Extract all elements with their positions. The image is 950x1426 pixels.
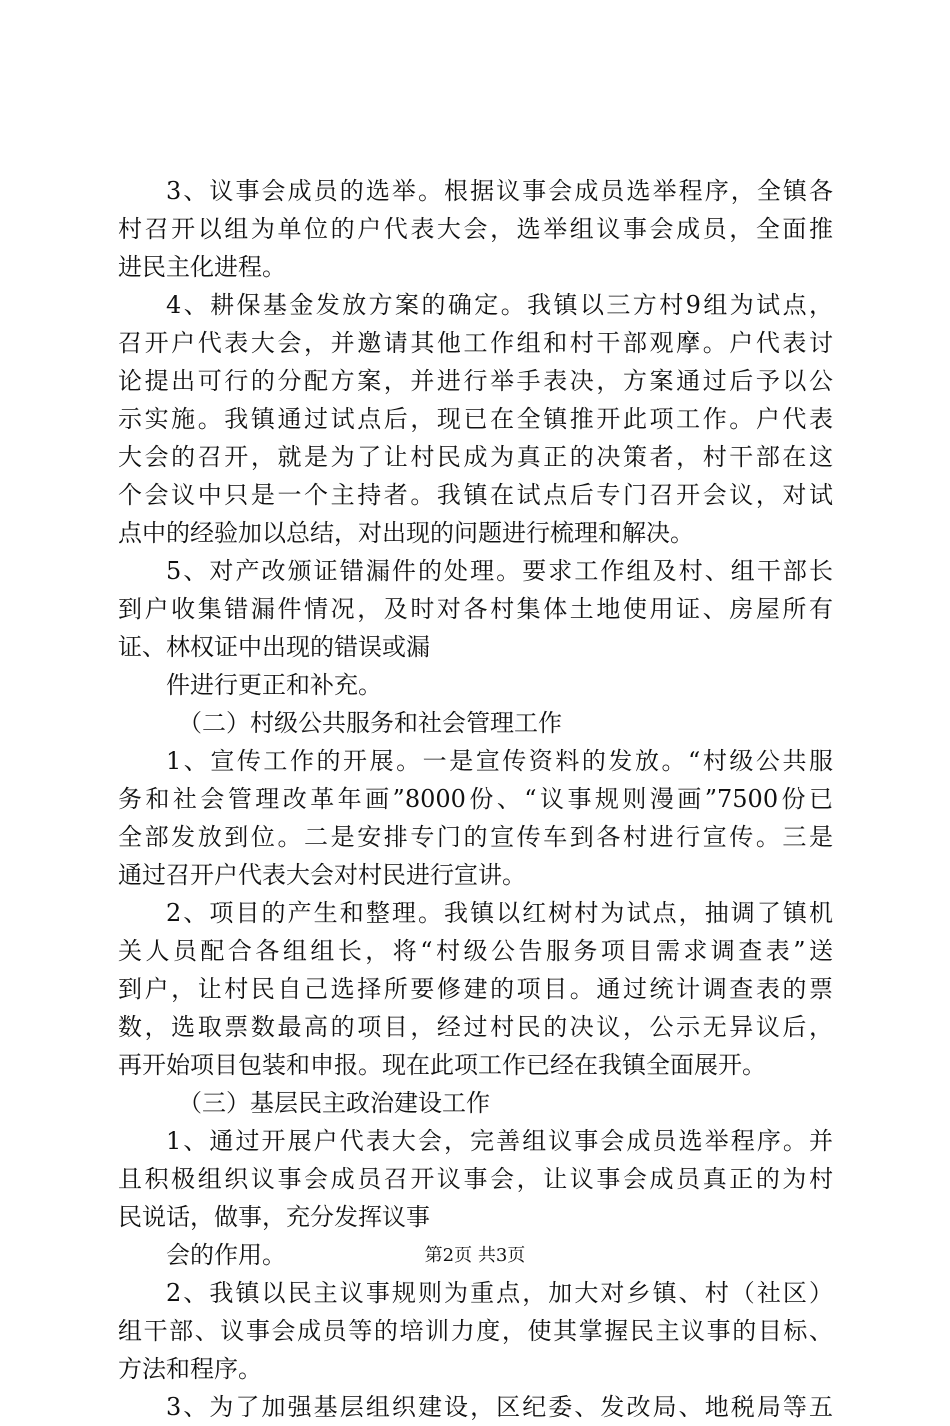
paragraph-line: 到户，让村民自己选择所要修建的项目。通过统计调查表的票 <box>118 975 833 1003</box>
paragraph-line: 通过召开户代表大会对村民进行宣讲。 <box>118 861 526 889</box>
paragraph-line: 再开始项目包装和申报。现在此项工作已经在我镇全面展开。 <box>118 1051 766 1079</box>
paragraph-line: 点中的经验加以总结，对出现的问题进行梳理和解决。 <box>118 519 694 547</box>
paragraph-line: 3、为了加强基层组织建设，区纪委、发改局、地税局等五 <box>166 1393 833 1421</box>
paragraph-line: 1、宣传工作的开展。一是宣传资料的发放。“村级公共服 <box>166 747 833 775</box>
paragraph-line: 关人员配合各组组长，将“村级公告服务项目需求调查表”送 <box>118 937 833 965</box>
page-footer: 第2页 共3页 <box>424 1245 526 1266</box>
paragraph-line: 示实施。我镇通过试点后，现已在全镇推开此项工作。户代表 <box>118 405 833 433</box>
section-heading: （二）村级公共服务和社会管理工作 <box>178 709 562 737</box>
paragraph-line: 2、我镇以民主议事规则为重点，加大对乡镇、村（社区） <box>166 1279 833 1307</box>
paragraph-line: 5、对产改颁证错漏件的处理。要求工作组及村、组干部长 <box>166 557 833 585</box>
paragraph-line: 且积极组织议事会成员召开议事会，让议事会成员真正的为村 <box>118 1165 833 1193</box>
paragraph-line: 大会的召开，就是为了让村民成为真正的决策者，村干部在这 <box>118 443 833 471</box>
paragraph-line: 2、项目的产生和整理。我镇以红树村为试点，抽调了镇机 <box>166 899 833 927</box>
paragraph-line: 证、林权证中出现的错误或漏 <box>118 633 430 661</box>
paragraph-line: 会的作用。 <box>166 1241 286 1269</box>
paragraph-line: 1、通过开展户代表大会，完善组议事会成员选举程序。并 <box>166 1127 833 1155</box>
paragraph-line: 民说话，做事，充分发挥议事 <box>118 1203 430 1231</box>
paragraph-line: 召开户代表大会，并邀请其他工作组和村干部观摩。户代表讨 <box>118 329 833 357</box>
paragraph-line: 件进行更正和补充。 <box>166 671 382 699</box>
paragraph-line: 务和社会管理改革年画”8000份、“议事规则漫画”7500份已 <box>118 785 833 813</box>
paragraph-line: 全部发放到位。二是安排专门的宣传车到各村进行宣传。三是 <box>118 823 833 851</box>
paragraph-line: 4、耕保基金发放方案的确定。我镇以三方村9组为试点， <box>166 291 833 319</box>
paragraph-line: 3、议事会成员的选举。根据议事会成员选举程序，全镇各 <box>166 177 833 205</box>
document-body <box>118 172 833 1426</box>
section-heading: （三）基层民主政治建设工作 <box>178 1089 490 1117</box>
paragraph-line: 数，选取票数最高的项目，经过村民的决议，公示无异议后， <box>118 1013 833 1041</box>
paragraph-line: 论提出可行的分配方案，并进行举手表决，方案通过后予以公 <box>118 367 833 395</box>
paragraph-line: 组干部、议事会成员等的培训力度，使其掌握民主议事的目标、 <box>118 1317 833 1345</box>
paragraph-line: 村召开以组为单位的户代表大会，选举组议事会成员，全面推 <box>118 215 833 243</box>
paragraph-line: 进民主化进程。 <box>118 253 286 281</box>
paragraph-line: 个会议中只是一个主持者。我镇在试点后专门召开会议，对试 <box>118 481 833 509</box>
paragraph-line: 方法和程序。 <box>118 1355 262 1383</box>
paragraph-line: 到户收集错漏件情况，及时对各村集体土地使用证、房屋所有 <box>118 595 833 623</box>
